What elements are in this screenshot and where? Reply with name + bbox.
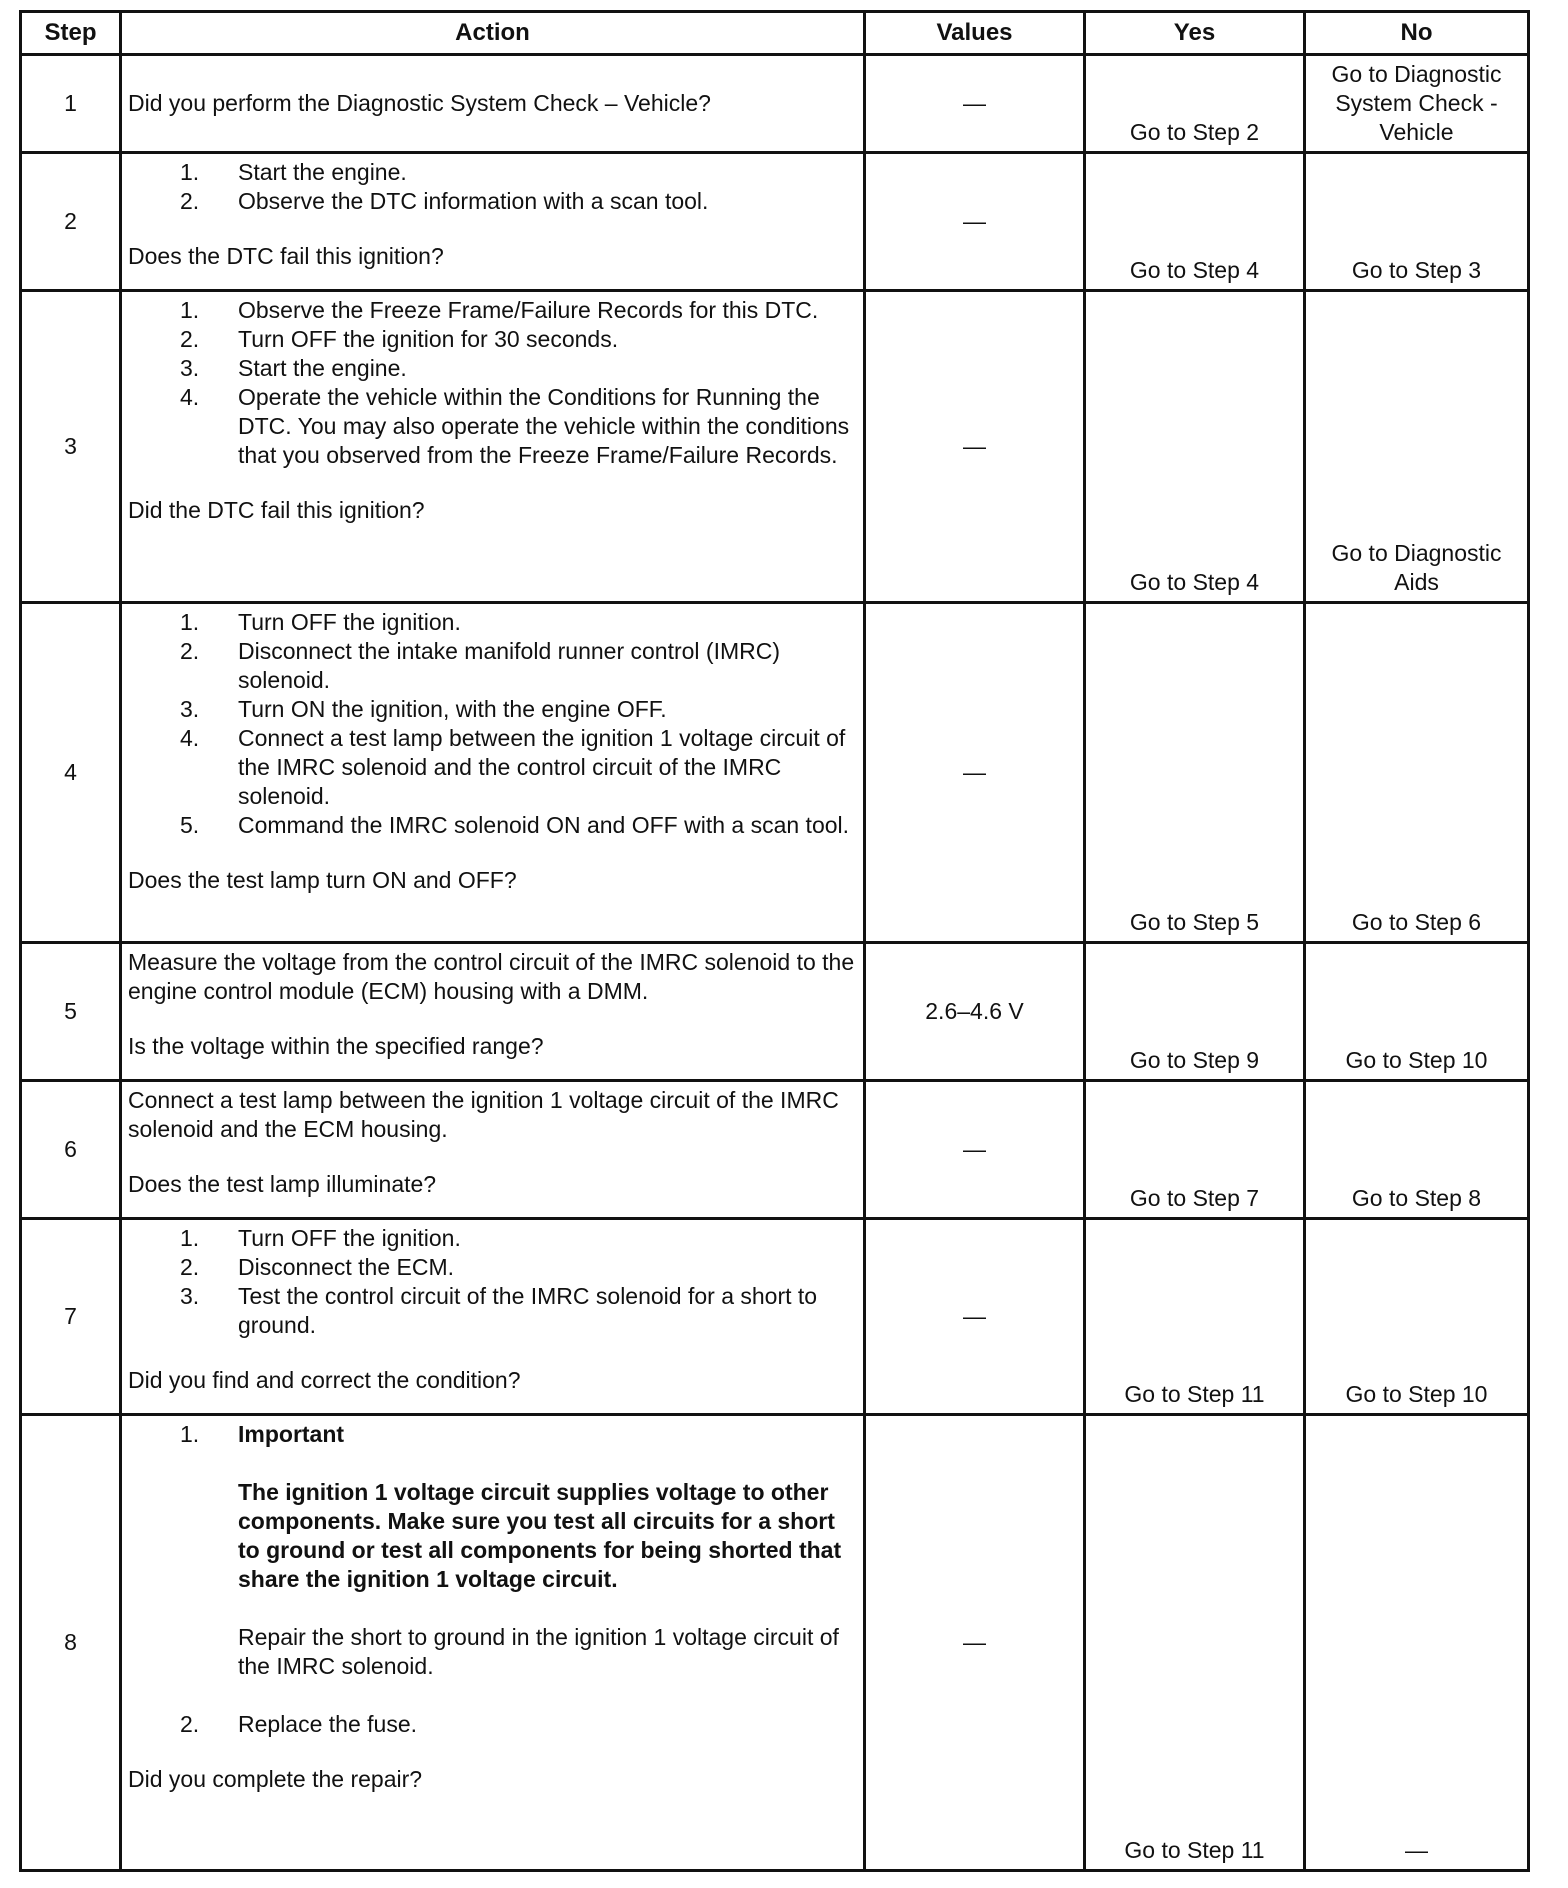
header-no: No [1305,12,1529,55]
action-cell [121,1415,865,1871]
list-item: 2. Observe the DTC information with a scan tool. [180,188,709,214]
important-note: The ignition 1 voltage circuit supplies voltage to other components. Make sure you test all circuits for a short to ground or test all components for being shorted that share the ignition 1 voltage circuit. [238,1479,842,1592]
value-cell: — [865,1415,1085,1871]
list-item: 4. Connect a test lamp between the ignition 1 voltage circuit of the IMRC solenoid and the control circuit of the IMRC solenoid. [180,725,846,809]
action-cell [121,1081,865,1219]
action-text: Measure the voltage from the control circuit of the IMRC solenoid to the engine control module (ECM) housing with a DMM. [128,949,855,1004]
action-steps [128,1420,857,1739]
value-cell: — [865,603,1085,943]
table-row [21,603,1529,943]
yes-result: Go to Step 4 [1085,291,1305,603]
no-result: Go to Step 8 [1305,1081,1529,1219]
list-item: 3. Turn ON the ignition, with the engine OFF. [180,696,667,722]
diagnostic-table [19,10,1530,1872]
value-cell: — [865,1081,1085,1219]
header-step: Step [21,12,121,55]
yes-result: Go to Step 9 [1085,943,1305,1081]
action-cell [121,153,865,291]
no-result: — [1305,1415,1529,1871]
list-item: 2. Turn OFF the ignition for 30 seconds. [180,326,619,352]
header-row [21,12,1529,55]
value-cell: 2.6–4.6 V [865,943,1085,1081]
action-question: Is the voltage within the specified range? [128,1033,544,1059]
repair-instruction: Repair the short to ground in the ignition 1 voltage circuit of the IMRC solenoid. [238,1624,839,1679]
value-cell: — [865,1219,1085,1415]
step-number: 7 [21,1219,121,1415]
list-item: 2. Disconnect the intake manifold runner control (IMRC) solenoid. [180,638,781,693]
list-item: 3. Start the engine. [180,355,407,381]
list-item: 1. Important The ignition 1 voltage circuit supplies voltage to other components. Make sure you test all circuits for a short to ground or test all components for being shorted that share the ignition 1 voltage circuit. Repair the short to ground in the ignition 1 voltage circuit of the IMRC solenoid. [128,1420,857,1681]
action-question: Did the DTC fail this ignition? [128,497,425,523]
action-steps [128,158,857,216]
action-question: Does the test lamp illuminate? [128,1171,437,1197]
action-steps [128,296,857,470]
no-result: Go to Step 3 [1305,153,1529,291]
action-cell [121,603,865,943]
no-result: Go to Step 10 [1305,1219,1529,1415]
table-row [21,943,1529,1081]
header-values: Values [865,12,1085,55]
list-item: 1. Turn OFF the ignition. [180,1225,461,1251]
table-row [21,1081,1529,1219]
step-number: 2 [21,153,121,291]
header-yes: Yes [1085,12,1305,55]
yes-result: Go to Step 11 [1085,1415,1305,1871]
list-item: 1. Start the engine. [180,159,407,185]
action-cell [121,943,865,1081]
action-cell [121,55,865,153]
action-question: Did you find and correct the condition? [128,1367,521,1393]
list-item: 2. Replace the fuse. [180,1711,418,1737]
no-result: Go to Step 10 [1305,943,1529,1081]
list-item: 4. Operate the vehicle within the Conditions for Running the DTC. You may also operate the vehicle within the conditions that you observed from the Freeze Frame/Failure Records. [180,384,850,468]
table-row [21,153,1529,291]
step-number: 5 [21,943,121,1081]
table-row [21,1219,1529,1415]
value-cell: — [865,291,1085,603]
action-question: Does the DTC fail this ignition? [128,243,444,269]
yes-result: Go to Step 11 [1085,1219,1305,1415]
no-result: Go to Diagnostic System Check - Vehicle [1305,55,1529,153]
action-cell [121,1219,865,1415]
header-action: Action [121,12,865,55]
action-text: Did you perform the Diagnostic System Check – Vehicle? [128,90,711,116]
yes-result: Go to Step 4 [1085,153,1305,291]
action-cell [121,291,865,603]
list-item: 5. Command the IMRC solenoid ON and OFF with a scan tool. [180,812,850,838]
action-question: Does the test lamp turn ON and OFF? [128,867,517,893]
yes-result: Go to Step 7 [1085,1081,1305,1219]
table-row [21,291,1529,603]
step-number: 3 [21,291,121,603]
no-result: Go to Diagnostic Aids [1305,291,1529,603]
action-steps [128,608,857,840]
value-cell: — [865,55,1085,153]
action-steps [128,1224,857,1340]
table-row [21,1415,1529,1871]
list-item: 1. Observe the Freeze Frame/Failure Records for this DTC. [180,297,819,323]
list-item: 3. Test the control circuit of the IMRC solenoid for a short to ground. [180,1283,818,1338]
step-number: 4 [21,603,121,943]
list-item: 1. Turn OFF the ignition. [180,609,461,635]
yes-result: Go to Step 2 [1085,55,1305,153]
important-label: Important [238,1421,345,1447]
action-text: Connect a test lamp between the ignition 1 voltage circuit of the IMRC solenoid and the ECM housing. [128,1087,839,1142]
table-row [21,55,1529,153]
step-number: 6 [21,1081,121,1219]
step-number: 8 [21,1415,121,1871]
no-result: Go to Step 6 [1305,603,1529,943]
yes-result: Go to Step 5 [1085,603,1305,943]
step-number: 1 [21,55,121,153]
action-question: Did you complete the repair? [128,1766,423,1792]
value-cell: — [865,153,1085,291]
list-item: 2. Disconnect the ECM. [180,1254,455,1280]
